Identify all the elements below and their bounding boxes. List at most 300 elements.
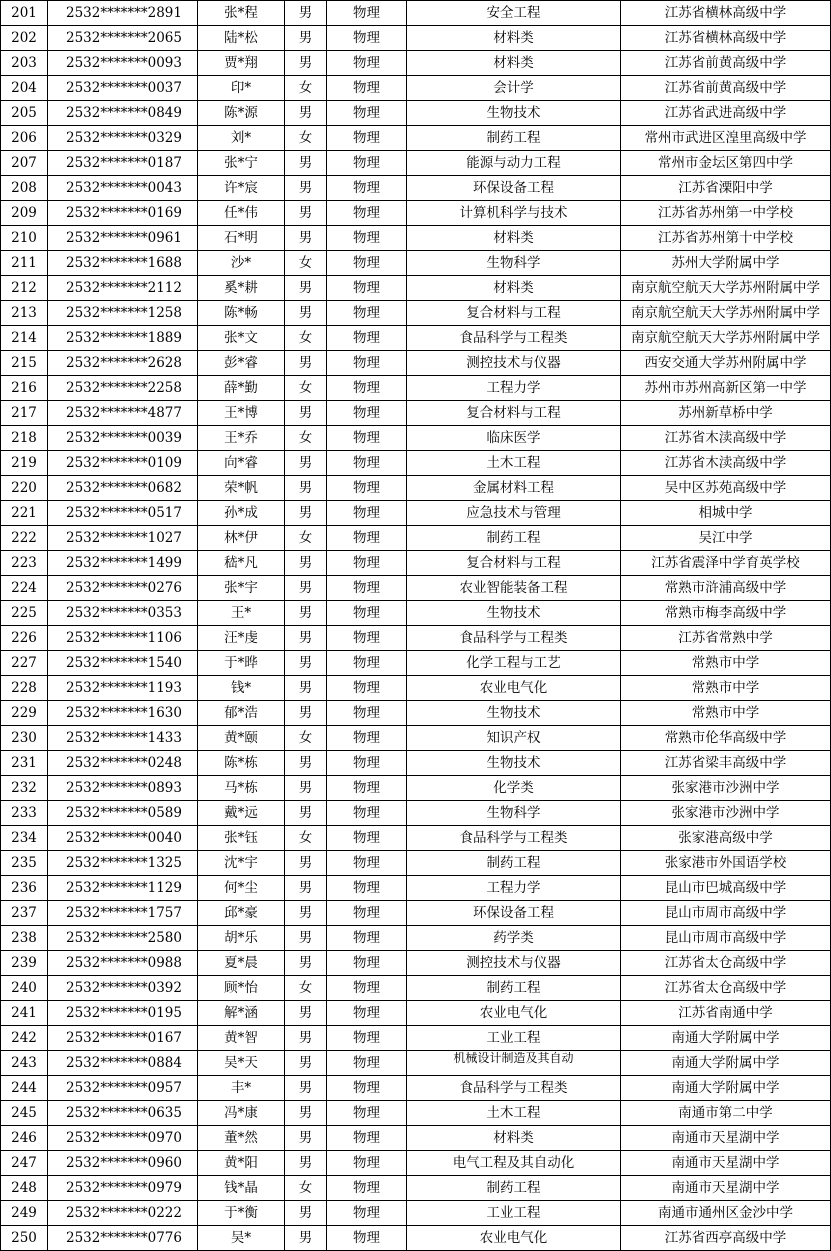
- table-row: [1, 626, 831, 651]
- table-row: [1, 201, 831, 226]
- cell-exam-id: 2532*******1688: [48, 251, 198, 276]
- cell-gender: 女: [285, 976, 327, 1001]
- cell-exam-id: 2532*******0589: [48, 801, 198, 826]
- cell-exam-id: 2532*******1258: [48, 301, 198, 326]
- cell-gender: 男: [285, 1201, 327, 1226]
- cell-school: 江苏省南通中学: [621, 1001, 831, 1026]
- table-row: [1, 351, 831, 376]
- cell-subject: 物理: [327, 526, 407, 551]
- cell-school: 江苏省震泽中学育英学校: [621, 551, 831, 576]
- cell-gender: 男: [285, 1001, 327, 1026]
- cell-row-number: 210: [1, 226, 48, 251]
- cell-school: 南通大学附属中学: [621, 1026, 831, 1051]
- cell-student-name: 黄*智: [198, 1026, 285, 1051]
- cell-subject: 物理: [327, 1176, 407, 1201]
- cell-student-name: 林*伊: [198, 526, 285, 551]
- cell-student-name: 汪*虔: [198, 626, 285, 651]
- cell-student-name: 冯*康: [198, 1101, 285, 1126]
- cell-gender: 男: [285, 851, 327, 876]
- cell-school: 江苏省太仓高级中学: [621, 951, 831, 976]
- cell-major: 工程力学: [407, 376, 621, 401]
- cell-gender: 男: [285, 901, 327, 926]
- table-row: [1, 51, 831, 76]
- table-row: [1, 426, 831, 451]
- cell-subject: 物理: [327, 451, 407, 476]
- cell-student-name: 戴*远: [198, 801, 285, 826]
- cell-row-number: 242: [1, 1026, 48, 1051]
- cell-school: 江苏省太仓高级中学: [621, 976, 831, 1001]
- cell-subject: 物理: [327, 1101, 407, 1126]
- table-row: [1, 451, 831, 476]
- cell-exam-id: 2532*******0353: [48, 601, 198, 626]
- cell-school: 南京航空航天大学苏州附属中学: [621, 301, 831, 326]
- cell-student-name: 顾*怡: [198, 976, 285, 1001]
- cell-major: 材料类: [407, 226, 621, 251]
- cell-student-name: 邱*豪: [198, 901, 285, 926]
- cell-gender: 女: [285, 826, 327, 851]
- cell-student-name: 印*: [198, 76, 285, 101]
- cell-student-name: 嵇*凡: [198, 551, 285, 576]
- cell-school: 江苏省苏州第一中学校: [621, 201, 831, 226]
- cell-subject: 物理: [327, 201, 407, 226]
- cell-gender: 女: [285, 326, 327, 351]
- cell-gender: 女: [285, 526, 327, 551]
- cell-school: 江苏省梁丰高级中学: [621, 751, 831, 776]
- cell-major: 药学类: [407, 926, 621, 951]
- table-row: [1, 1001, 831, 1026]
- cell-exam-id: 2532*******1630: [48, 701, 198, 726]
- cell-student-name: 张*程: [198, 1, 285, 26]
- cell-school: 苏州新草桥中学: [621, 401, 831, 426]
- table-row: [1, 976, 831, 1001]
- cell-subject: 物理: [327, 26, 407, 51]
- cell-gender: 男: [285, 576, 327, 601]
- cell-school: 江苏省常熟中学: [621, 626, 831, 651]
- cell-gender: 男: [285, 301, 327, 326]
- table-row: [1, 601, 831, 626]
- cell-exam-id: 2532*******0276: [48, 576, 198, 601]
- cell-row-number: 243: [1, 1051, 48, 1076]
- cell-row-number: 222: [1, 526, 48, 551]
- cell-subject: 物理: [327, 701, 407, 726]
- cell-major: 生物科学: [407, 251, 621, 276]
- cell-major: 生物技术: [407, 101, 621, 126]
- cell-subject: 物理: [327, 1026, 407, 1051]
- cell-subject: 物理: [327, 276, 407, 301]
- cell-gender: 男: [285, 176, 327, 201]
- cell-subject: 物理: [327, 176, 407, 201]
- table-row: [1, 526, 831, 551]
- cell-exam-id: 2532*******2112: [48, 276, 198, 301]
- cell-gender: 男: [285, 151, 327, 176]
- cell-major: 土木工程: [407, 1101, 621, 1126]
- cell-major: 计算机科学与技术: [407, 201, 621, 226]
- cell-major: 化学工程与工艺: [407, 651, 621, 676]
- table-row: [1, 301, 831, 326]
- cell-school: 张家港市沙洲中学: [621, 801, 831, 826]
- cell-row-number: 237: [1, 901, 48, 926]
- cell-exam-id: 2532*******0043: [48, 176, 198, 201]
- cell-gender: 男: [285, 1101, 327, 1126]
- cell-school: 常熟市伦华高级中学: [621, 726, 831, 751]
- table-row: [1, 851, 831, 876]
- cell-row-number: 207: [1, 151, 48, 176]
- cell-subject: 物理: [327, 1, 407, 26]
- cell-gender: 男: [285, 676, 327, 701]
- cell-subject: 物理: [327, 776, 407, 801]
- cell-gender: 男: [285, 1076, 327, 1101]
- cell-student-name: 陈*畅: [198, 301, 285, 326]
- cell-school: 南通市通州区金沙中学: [621, 1201, 831, 1226]
- cell-gender: 男: [285, 401, 327, 426]
- cell-row-number: 230: [1, 726, 48, 751]
- table-row: [1, 1201, 831, 1226]
- cell-row-number: 239: [1, 951, 48, 976]
- cell-student-name: 刘*: [198, 126, 285, 151]
- cell-row-number: 203: [1, 51, 48, 76]
- cell-exam-id: 2532*******0187: [48, 151, 198, 176]
- cell-school: 张家港市外国语学校: [621, 851, 831, 876]
- cell-row-number: 236: [1, 876, 48, 901]
- cell-school: 江苏省西亭高级中学: [621, 1226, 831, 1251]
- cell-gender: 男: [285, 601, 327, 626]
- table-row: [1, 576, 831, 601]
- cell-major: 农业电气化: [407, 1226, 621, 1251]
- cell-student-name: 王*乔: [198, 426, 285, 451]
- cell-subject: 物理: [327, 1201, 407, 1226]
- cell-subject: 物理: [327, 576, 407, 601]
- cell-row-number: 217: [1, 401, 48, 426]
- table-row: [1, 1176, 831, 1201]
- cell-row-number: 216: [1, 376, 48, 401]
- cell-row-number: 224: [1, 576, 48, 601]
- cell-major: 食品科学与工程类: [407, 1076, 621, 1101]
- cell-gender: 女: [285, 126, 327, 151]
- cell-school: 张家港高级中学: [621, 826, 831, 851]
- table-row: [1, 1, 831, 26]
- cell-major: 材料类: [407, 1126, 621, 1151]
- cell-subject: 物理: [327, 1076, 407, 1101]
- cell-major: 能源与动力工程: [407, 151, 621, 176]
- cell-subject: 物理: [327, 351, 407, 376]
- cell-row-number: 228: [1, 676, 48, 701]
- cell-row-number: 215: [1, 351, 48, 376]
- table-row: [1, 1076, 831, 1101]
- table-row: [1, 326, 831, 351]
- cell-exam-id: 2532*******0849: [48, 101, 198, 126]
- cell-subject: 物理: [327, 151, 407, 176]
- cell-school: 江苏省横林高级中学: [621, 26, 831, 51]
- cell-subject: 物理: [327, 1126, 407, 1151]
- cell-school: 昆山市周市高级中学: [621, 901, 831, 926]
- table-row: [1, 701, 831, 726]
- cell-exam-id: 2532*******1325: [48, 851, 198, 876]
- cell-row-number: 247: [1, 1151, 48, 1176]
- cell-student-name: 沈*宇: [198, 851, 285, 876]
- cell-school: 吴江中学: [621, 526, 831, 551]
- table-row: [1, 101, 831, 126]
- cell-school: 江苏省溧阳中学: [621, 176, 831, 201]
- cell-major: 化学类: [407, 776, 621, 801]
- cell-row-number: 233: [1, 801, 48, 826]
- cell-row-number: 208: [1, 176, 48, 201]
- cell-subject: 物理: [327, 1226, 407, 1251]
- cell-school: 常熟市梅李高级中学: [621, 601, 831, 626]
- cell-major: 生物技术: [407, 751, 621, 776]
- cell-student-name: 向*睿: [198, 451, 285, 476]
- cell-major: 安全工程: [407, 1, 621, 26]
- cell-exam-id: 2532*******0195: [48, 1001, 198, 1026]
- cell-subject: 物理: [327, 251, 407, 276]
- cell-gender: 男: [285, 501, 327, 526]
- cell-major: 生物技术: [407, 601, 621, 626]
- cell-major: 复合材料与工程: [407, 301, 621, 326]
- cell-school: 江苏省前黄高级中学: [621, 51, 831, 76]
- cell-school: 张家港市沙洲中学: [621, 776, 831, 801]
- table-row: [1, 926, 831, 951]
- cell-student-name: 张*宇: [198, 576, 285, 601]
- cell-exam-id: 2532*******2065: [48, 26, 198, 51]
- cell-school: 南通大学附属中学: [621, 1076, 831, 1101]
- cell-exam-id: 2532*******1540: [48, 651, 198, 676]
- cell-row-number: 223: [1, 551, 48, 576]
- cell-subject: 物理: [327, 51, 407, 76]
- cell-major: 制药工程: [407, 126, 621, 151]
- cell-subject: 物理: [327, 926, 407, 951]
- cell-gender: 男: [285, 1026, 327, 1051]
- cell-major: 生物技术: [407, 701, 621, 726]
- cell-gender: 男: [285, 1, 327, 26]
- cell-exam-id: 2532*******0635: [48, 1101, 198, 1126]
- cell-student-name: 任*伟: [198, 201, 285, 226]
- cell-row-number: 225: [1, 601, 48, 626]
- cell-major: 环保设备工程: [407, 901, 621, 926]
- cell-exam-id: 2532*******0392: [48, 976, 198, 1001]
- cell-exam-id: 2532*******1889: [48, 326, 198, 351]
- cell-student-name: 何*尘: [198, 876, 285, 901]
- cell-subject: 物理: [327, 426, 407, 451]
- cell-row-number: 213: [1, 301, 48, 326]
- cell-school: 江苏省苏州第十中学校: [621, 226, 831, 251]
- cell-gender: 男: [285, 51, 327, 76]
- cell-subject: 物理: [327, 801, 407, 826]
- table-row: [1, 951, 831, 976]
- cell-subject: 物理: [327, 976, 407, 1001]
- table-row: [1, 1126, 831, 1151]
- cell-row-number: 212: [1, 276, 48, 301]
- cell-school: 南通大学附属中学: [621, 1051, 831, 1076]
- cell-row-number: 240: [1, 976, 48, 1001]
- cell-gender: 男: [285, 226, 327, 251]
- cell-exam-id: 2532*******1433: [48, 726, 198, 751]
- table-row: [1, 376, 831, 401]
- table-row: [1, 151, 831, 176]
- cell-subject: 物理: [327, 626, 407, 651]
- cell-student-name: 郁*浩: [198, 701, 285, 726]
- cell-exam-id: 2532*******0884: [48, 1051, 198, 1076]
- cell-major: 食品科学与工程类: [407, 626, 621, 651]
- cell-exam-id: 2532*******1757: [48, 901, 198, 926]
- cell-student-name: 钱*晶: [198, 1176, 285, 1201]
- cell-student-name: 吴*: [198, 1226, 285, 1251]
- table-row: [1, 476, 831, 501]
- cell-subject: 物理: [327, 1001, 407, 1026]
- cell-subject: 物理: [327, 601, 407, 626]
- cell-subject: 物理: [327, 476, 407, 501]
- cell-gender: 女: [285, 1176, 327, 1201]
- cell-subject: 物理: [327, 376, 407, 401]
- cell-school: 江苏省木渎高级中学: [621, 426, 831, 451]
- table-row: [1, 1051, 831, 1076]
- cell-row-number: 249: [1, 1201, 48, 1226]
- cell-subject: 物理: [327, 1051, 407, 1076]
- cell-row-number: 218: [1, 426, 48, 451]
- cell-gender: 男: [285, 351, 327, 376]
- cell-row-number: 220: [1, 476, 48, 501]
- cell-subject: 物理: [327, 101, 407, 126]
- cell-gender: 男: [285, 751, 327, 776]
- cell-gender: 男: [285, 801, 327, 826]
- cell-row-number: 238: [1, 926, 48, 951]
- cell-gender: 男: [285, 551, 327, 576]
- cell-exam-id: 2532*******1193: [48, 676, 198, 701]
- cell-gender: 男: [285, 201, 327, 226]
- cell-subject: 物理: [327, 676, 407, 701]
- cell-row-number: 205: [1, 101, 48, 126]
- cell-gender: 男: [285, 926, 327, 951]
- cell-exam-id: 2532*******0970: [48, 1126, 198, 1151]
- cell-student-name: 胡*乐: [198, 926, 285, 951]
- cell-subject: 物理: [327, 901, 407, 926]
- cell-gender: 女: [285, 726, 327, 751]
- cell-exam-id: 2532*******1499: [48, 551, 198, 576]
- cell-student-name: 解*涵: [198, 1001, 285, 1026]
- cell-major: 制药工程: [407, 1176, 621, 1201]
- cell-exam-id: 2532*******1027: [48, 526, 198, 551]
- cell-row-number: 232: [1, 776, 48, 801]
- cell-major: 工程力学: [407, 876, 621, 901]
- cell-subject: 物理: [327, 76, 407, 101]
- cell-school: 南京航空航天大学苏州附属中学: [621, 276, 831, 301]
- cell-exam-id: 2532*******0961: [48, 226, 198, 251]
- cell-major: 制药工程: [407, 526, 621, 551]
- cell-exam-id: 2532*******2891: [48, 1, 198, 26]
- cell-gender: 男: [285, 476, 327, 501]
- cell-exam-id: 2532*******0039: [48, 426, 198, 451]
- cell-major: 土木工程: [407, 451, 621, 476]
- cell-gender: 男: [285, 626, 327, 651]
- cell-school: 常州市武进区湟里高级中学: [621, 126, 831, 151]
- cell-gender: 男: [285, 101, 327, 126]
- cell-student-name: 夏*晨: [198, 951, 285, 976]
- cell-exam-id: 2532*******0040: [48, 826, 198, 851]
- cell-row-number: 246: [1, 1126, 48, 1151]
- table-row: [1, 776, 831, 801]
- cell-student-name: 董*然: [198, 1126, 285, 1151]
- cell-major: 电气工程及其自动化: [407, 1151, 621, 1176]
- cell-student-name: 张*钰: [198, 826, 285, 851]
- cell-school: 南通市第二中学: [621, 1101, 831, 1126]
- cell-row-number: 245: [1, 1101, 48, 1126]
- cell-gender: 男: [285, 776, 327, 801]
- cell-major: 食品科学与工程类: [407, 826, 621, 851]
- cell-exam-id: 2532*******0682: [48, 476, 198, 501]
- cell-student-name: 许*宸: [198, 176, 285, 201]
- cell-row-number: 234: [1, 826, 48, 851]
- cell-school: 常熟市中学: [621, 651, 831, 676]
- cell-student-name: 丰*: [198, 1076, 285, 1101]
- cell-student-name: 陈*源: [198, 101, 285, 126]
- cell-gender: 男: [285, 1051, 327, 1076]
- cell-student-name: 荣*帆: [198, 476, 285, 501]
- cell-student-name: 王*博: [198, 401, 285, 426]
- cell-major: 复合材料与工程: [407, 401, 621, 426]
- cell-subject: 物理: [327, 651, 407, 676]
- cell-exam-id: 2532*******0109: [48, 451, 198, 476]
- cell-exam-id: 2532*******0329: [48, 126, 198, 151]
- table-row: [1, 1151, 831, 1176]
- cell-major: 临床医学: [407, 426, 621, 451]
- cell-row-number: 219: [1, 451, 48, 476]
- cell-gender: 男: [285, 451, 327, 476]
- cell-student-name: 薛*勤: [198, 376, 285, 401]
- cell-student-name: 马*栋: [198, 776, 285, 801]
- cell-row-number: 214: [1, 326, 48, 351]
- table-row: [1, 1026, 831, 1051]
- cell-row-number: 244: [1, 1076, 48, 1101]
- cell-major: 应急技术与管理: [407, 501, 621, 526]
- cell-subject: 物理: [327, 1151, 407, 1176]
- cell-major: 制药工程: [407, 976, 621, 1001]
- cell-student-name: 陆*松: [198, 26, 285, 51]
- cell-student-name: 彭*睿: [198, 351, 285, 376]
- cell-gender: 男: [285, 951, 327, 976]
- cell-school: 常熟市中学: [621, 676, 831, 701]
- cell-school: 江苏省横林高级中学: [621, 1, 831, 26]
- cell-major: 测控技术与仪器: [407, 351, 621, 376]
- cell-exam-id: 2532*******1106: [48, 626, 198, 651]
- cell-exam-id: 2532*******0222: [48, 1201, 198, 1226]
- cell-student-name: 奚*耕: [198, 276, 285, 301]
- cell-student-name: 孙*成: [198, 501, 285, 526]
- cell-student-name: 黄*阳: [198, 1151, 285, 1176]
- cell-student-name: 钱*: [198, 676, 285, 701]
- cell-row-number: 211: [1, 251, 48, 276]
- table-row: [1, 1101, 831, 1126]
- cell-major: 会计学: [407, 76, 621, 101]
- cell-exam-id: 2532*******0093: [48, 51, 198, 76]
- cell-row-number: 235: [1, 851, 48, 876]
- cell-major: 机械设计制造及其自动: [407, 1051, 621, 1076]
- table-row: [1, 226, 831, 251]
- cell-school: 南通市天星湖中学: [621, 1126, 831, 1151]
- cell-exam-id: 2532*******0960: [48, 1151, 198, 1176]
- cell-subject: 物理: [327, 226, 407, 251]
- cell-subject: 物理: [327, 301, 407, 326]
- cell-major: 生物科学: [407, 801, 621, 826]
- cell-exam-id: 2532*******0979: [48, 1176, 198, 1201]
- table-row: [1, 826, 831, 851]
- table-row: [1, 751, 831, 776]
- cell-exam-id: 2532*******0037: [48, 76, 198, 101]
- cell-student-name: 石*明: [198, 226, 285, 251]
- table-body: [1, 1, 831, 1251]
- cell-major: 农业智能装备工程: [407, 576, 621, 601]
- cell-subject: 物理: [327, 851, 407, 876]
- table-row: [1, 551, 831, 576]
- cell-exam-id: 2532*******4877: [48, 401, 198, 426]
- cell-major: 复合材料与工程: [407, 551, 621, 576]
